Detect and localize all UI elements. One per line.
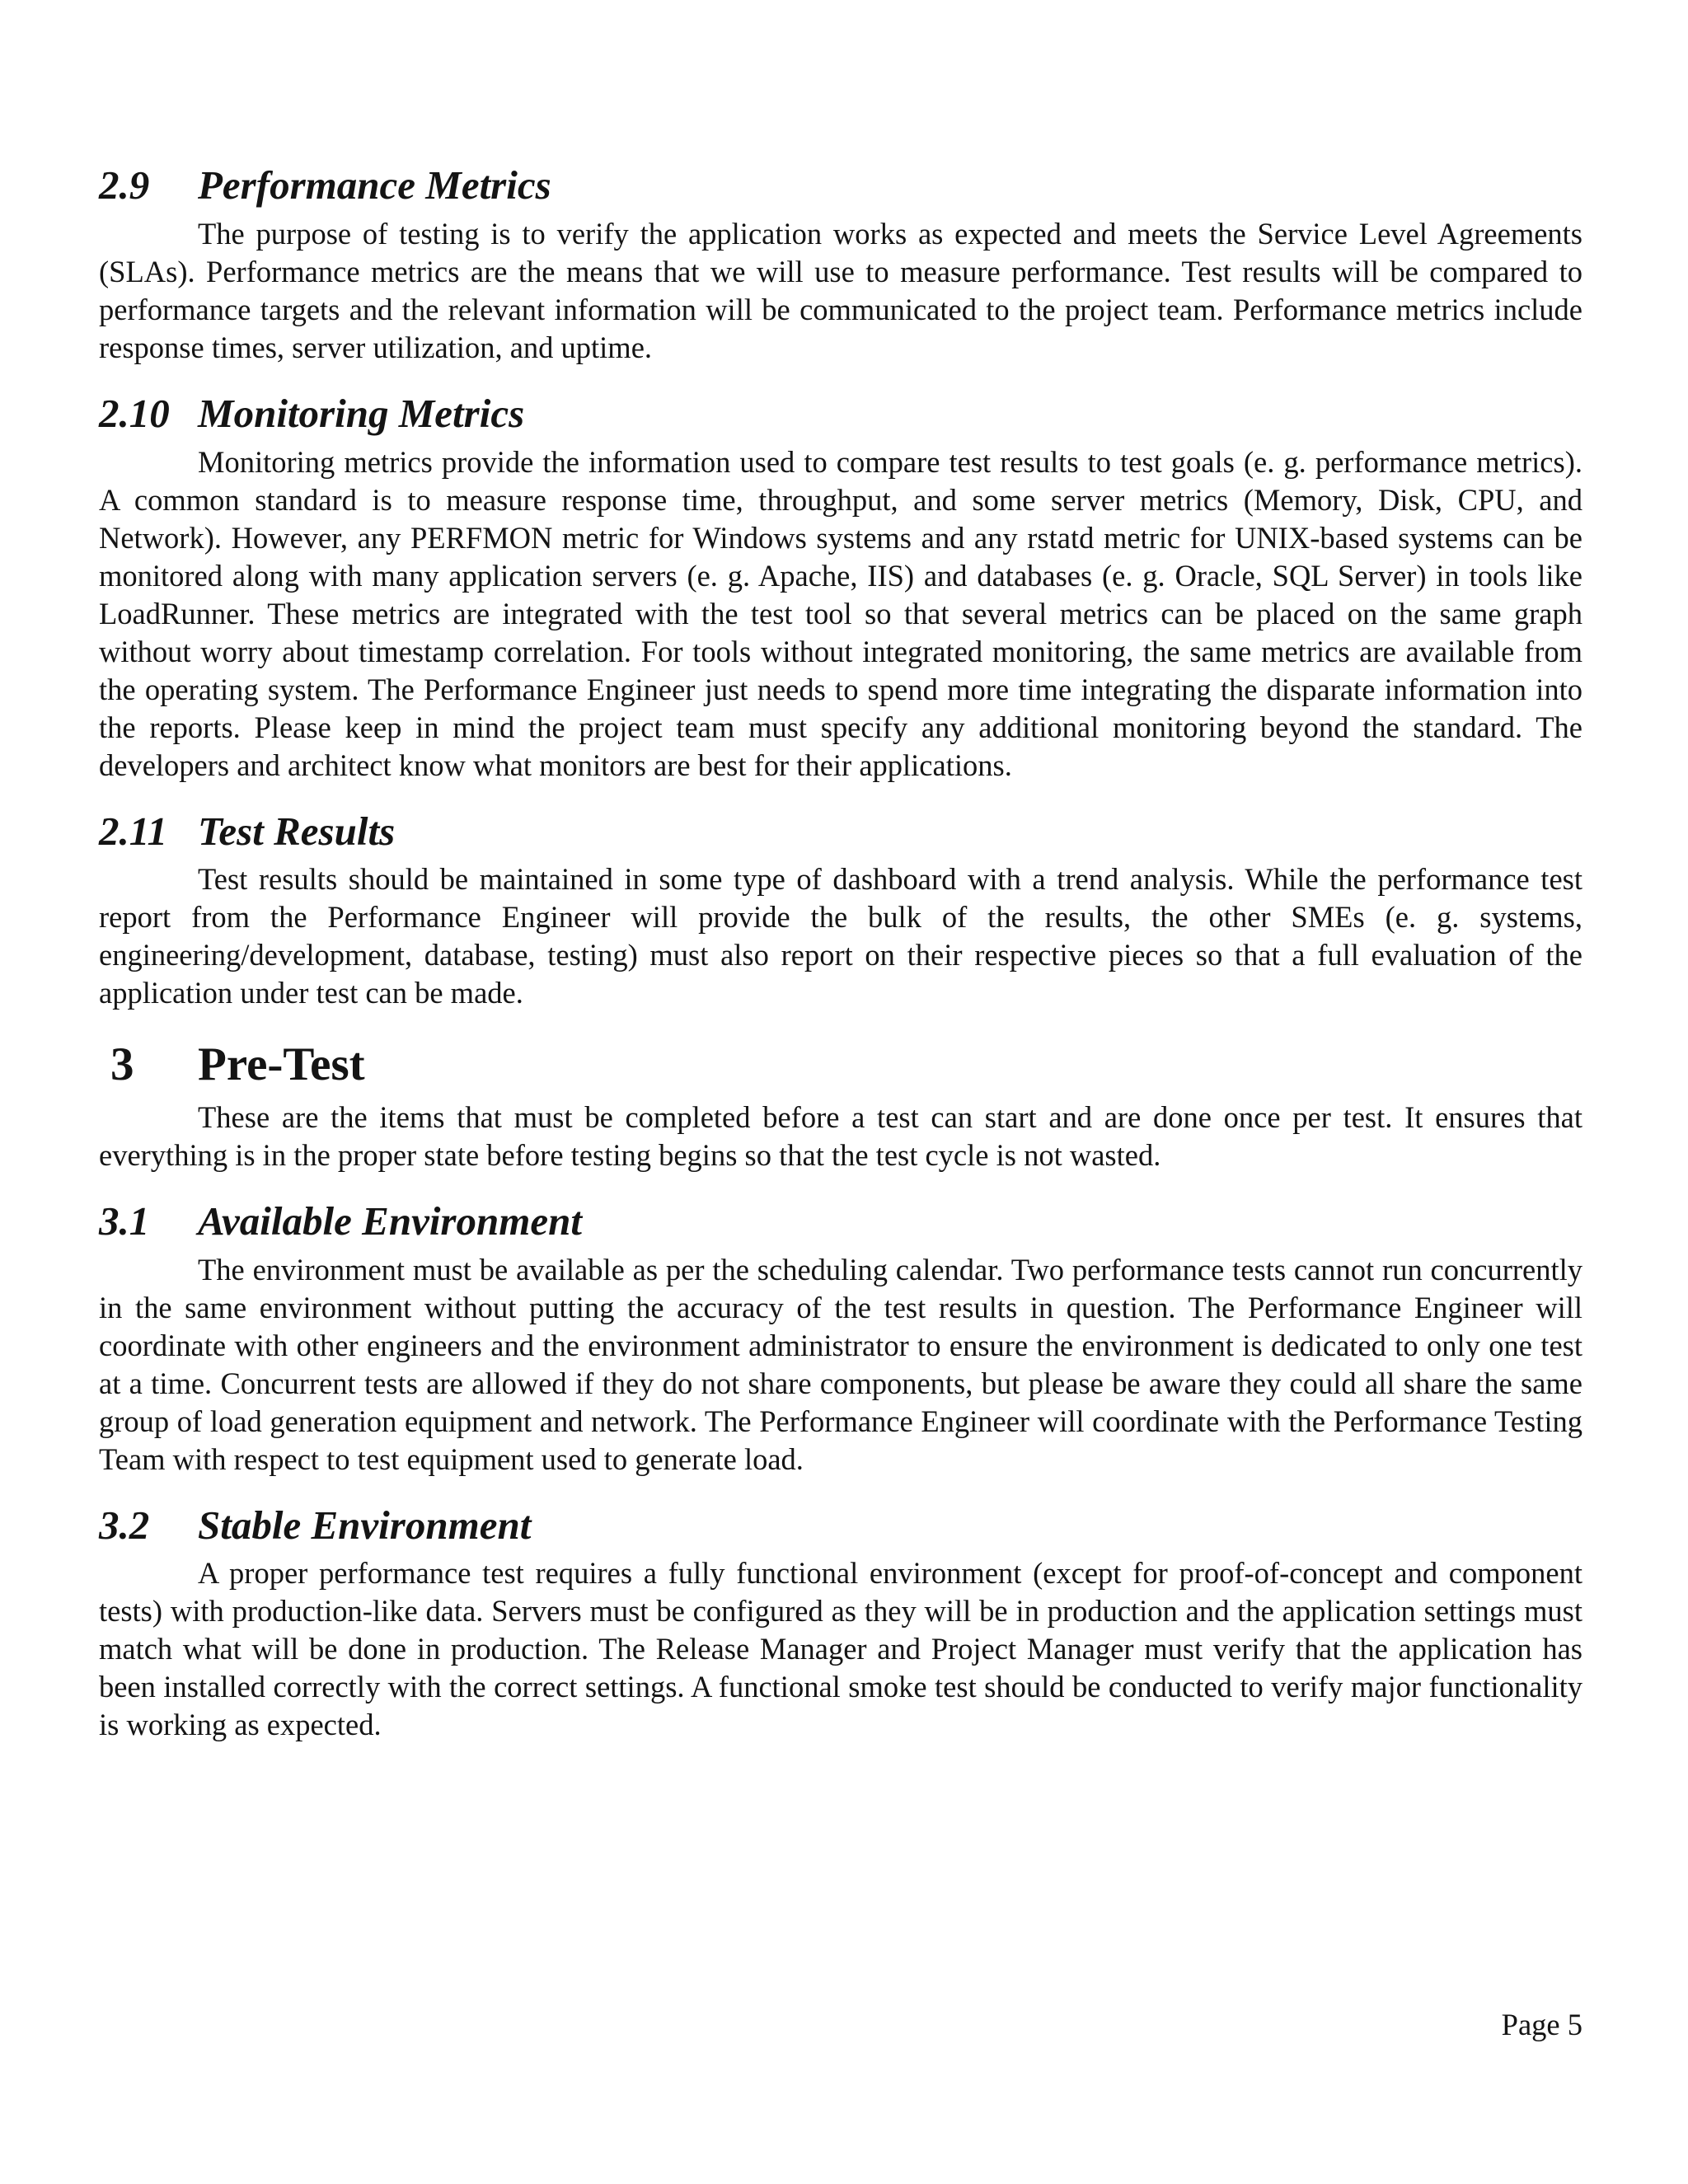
section-heading-2-11 (99, 808, 1582, 856)
section-number: 3.2 (99, 1502, 150, 1548)
chapter-heading-3 (99, 1037, 1582, 1093)
section-title: Stable Environment (198, 1502, 532, 1548)
section-body-2-10: Monitoring metrics provide the information used to compare test results to test goals (e. g. performance metrics). A common standard is to measure response time, throughput, and some server metrics (Memory, Disk, CPU, and Network). However, any PERFMON metric for Windows systems and any rstatd metric for UNIX-based systems can be monitored along with many application servers (e. g. Apache, IIS) and databases (e. g. Oracle, SQL Server) in tools like LoadRunner. These metrics are integrated with the test tool so that several metrics can be placed on the same graph without worry about timestamp correlation. For tools without integrated monitoring, the same metrics are available from the operating system. The Performance Engineer just needs to spend more time integrating the disparate information into the reports. Please keep in mind the project team must specify any additional monitoring beyond the standard. The developers and architect know what monitors are best for their applications. (99, 444, 1582, 782)
section-heading-2-9 (99, 162, 1582, 210)
section-number: 2.11 (99, 808, 168, 854)
section-body-3-2: A proper performance test requires a fully functional environment (except for proof-of-concept and component tests) with production-like data. Servers must be configured as they will be in production and the application settings must match what will be done in production. The Release Manager and Project Manager must verify that the application has been installed correctly with the correct settings. A functional smoke test should be conducted to verify major functionality is working as expected. (99, 1556, 1582, 1742)
document-page (99, 162, 1582, 1744)
chapter-body-3: These are the items that must be completed before a test can start and are done once per test. It ensures that everything is in the proper state before testing begins so that the test cycle is not wasted. (99, 1099, 1582, 1172)
section-title: Test Results (198, 808, 396, 854)
section-number: 2.10 (99, 390, 170, 436)
section-body-2-9: The purpose of testing is to verify the application works as expected and meets the Service Level Agreements (SLAs). Performance metrics are the means that we will use to measure performance. Test results will be compared to performance targets and the relevant information will be communicated to the project team. Performance metrics include response times, server utilization, and uptime. (99, 216, 1582, 364)
section-number: 2.9 (99, 162, 150, 208)
section-body-3-1: The environment must be available as per the scheduling calendar. Two performance tests cannot run concurrently in the same environment without putting the accuracy of the test results in question. The Performance Engineer will coordinate with other engineers and the environment administrator to ensure the environment is dedicated to only one test at a time. Concurrent tests are allowed if they do not share components, but please be aware they could all share the same group of load generation equipment and network. The Performance Engineer will coordinate with the Performance Testing Team with respect to test equipment used to generate load. (99, 1252, 1582, 1476)
section-title: Performance Metrics (198, 162, 551, 208)
chapter-title: Pre-Test (198, 1038, 365, 1091)
section-heading-3-1 (99, 1197, 1582, 1246)
section-title: Available Environment (198, 1197, 582, 1244)
section-title: Monitoring Metrics (198, 390, 525, 436)
section-body-2-11: Test results should be maintained in some type of dashboard with a trend analysis. While the performance test report from the Performance Engineer will provide the bulk of the results, the other SMEs (e. g. systems, engineering/development, database, testing) must also report on their respective pieces so that a full evaluation of the application under test can be made. (99, 862, 1582, 1010)
page-number: Page 5 (1501, 2008, 1582, 2041)
section-heading-2-10 (99, 390, 1582, 438)
section-heading-3-2 (99, 1502, 1582, 1550)
section-number: 3.1 (99, 1197, 150, 1244)
chapter-number: 3 (110, 1038, 134, 1091)
